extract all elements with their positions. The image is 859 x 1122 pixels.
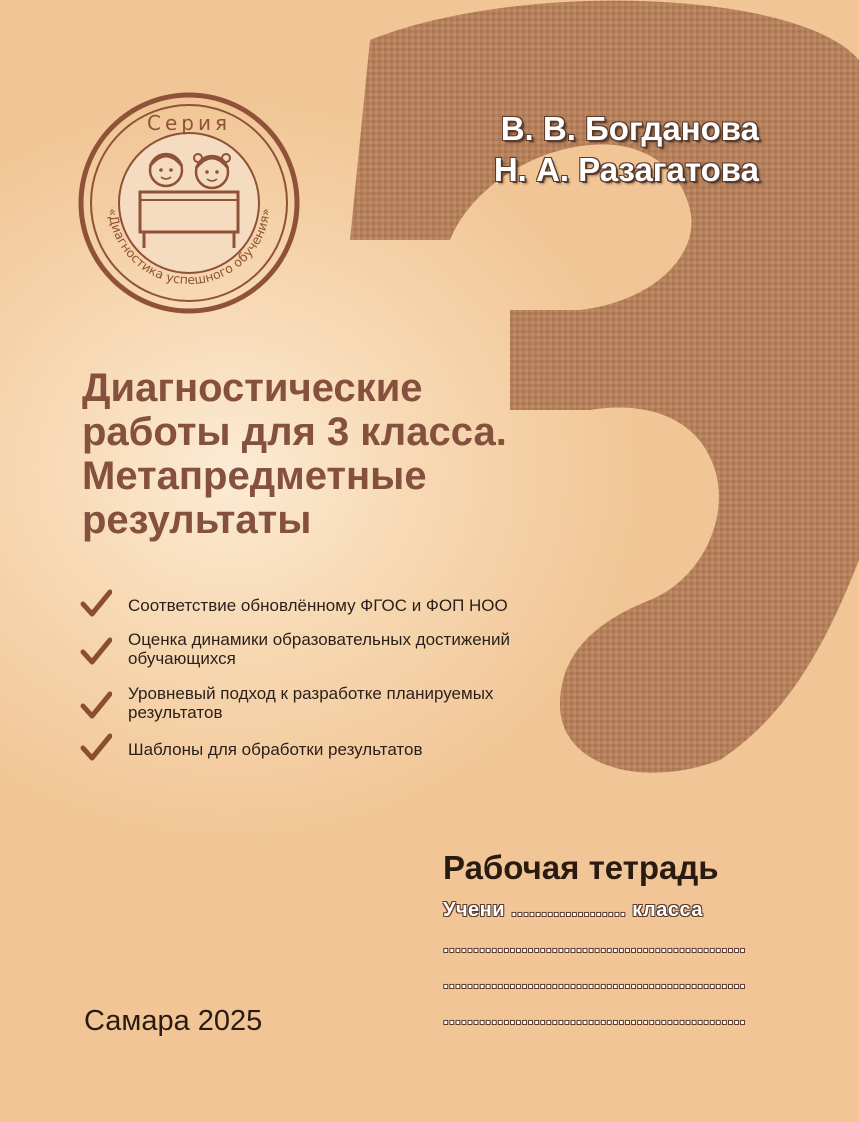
feature-text: Соответствие обновлённому ФГОС и ФОП НОО — [128, 596, 508, 615]
checkmark-icon — [80, 690, 112, 722]
svg-text:Серия: Серия — [147, 111, 231, 135]
blank-line: .................................................. — [443, 935, 746, 957]
blank-line: .................................................. — [443, 1007, 746, 1029]
feature-item — [80, 684, 620, 732]
author-name: В. В. Богданова — [500, 110, 759, 147]
feature-text: обучающихся — [128, 649, 236, 668]
feature-text: Уровневый подход к разработке планируемых — [128, 684, 494, 703]
title-line: Метапредметные — [82, 454, 427, 498]
student-line: Учени ................... класса — [443, 899, 703, 921]
svg-text:«Диагностика успешного обучени: «Диагностика успешного обучения» — [105, 207, 273, 288]
feature-item — [80, 736, 620, 770]
checkmark-icon — [80, 732, 112, 764]
series-stamp-logo — [78, 92, 300, 314]
workbook-block — [443, 848, 773, 1030]
feature-text: Шаблоны для обработки результатов — [128, 740, 423, 759]
title-line: Диагностические — [82, 366, 423, 410]
features-list — [80, 592, 620, 770]
blank-line: .................................................. — [443, 971, 746, 993]
title-line: результаты — [82, 498, 312, 542]
feature-item — [80, 630, 620, 678]
feature-item — [80, 592, 620, 626]
checkmark-icon — [80, 636, 112, 668]
author-name: Н. А. Разагатова — [493, 151, 759, 188]
workbook-title: Рабочая тетрадь — [443, 849, 719, 886]
book-title — [82, 366, 602, 542]
publication-city-year: Самара 2025 — [84, 1005, 263, 1037]
feature-text: Оценка динамики образовательных достижений — [128, 630, 511, 649]
title-line: работы для 3 класса. — [82, 410, 507, 454]
authors-block — [494, 108, 759, 190]
feature-text: результатов — [128, 703, 223, 722]
checkmark-icon — [80, 588, 112, 620]
